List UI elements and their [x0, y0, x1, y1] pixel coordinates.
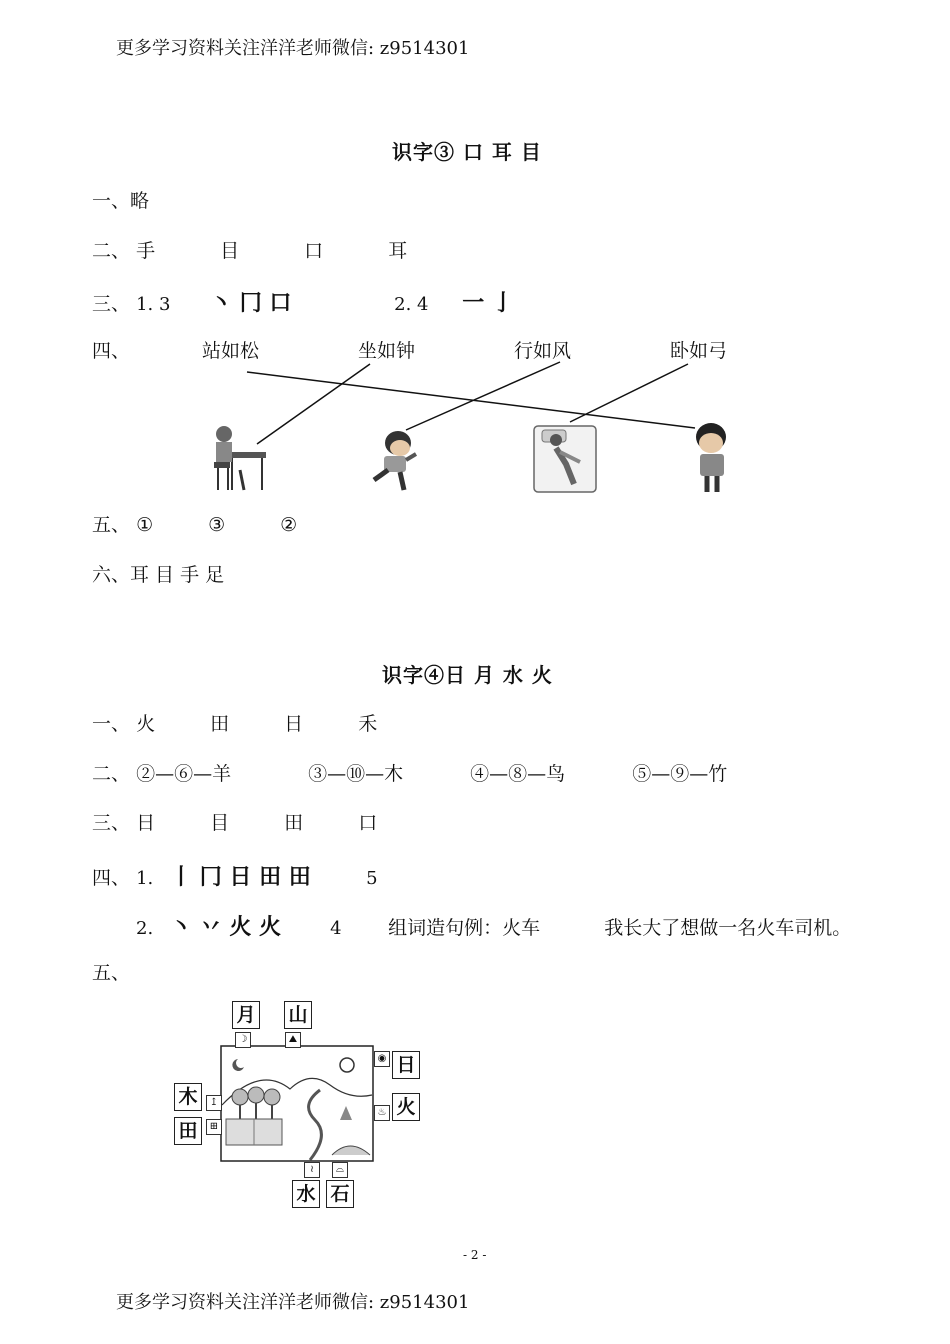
answer-text: 耳 目 手 足 — [130, 564, 225, 586]
q-label: 六、 — [92, 564, 131, 586]
answer-item: 目 — [210, 812, 230, 834]
page-number: - 2 - — [463, 1248, 487, 1262]
sitting-boy-picture — [214, 426, 266, 490]
answer-item: ⑤—⑨—竹 — [632, 763, 728, 785]
answer-item: 田 — [210, 713, 230, 735]
s4-q3 — [92, 808, 377, 835]
answer-item: 目 — [220, 240, 240, 262]
answer-item: ③—⑩—木 — [308, 763, 404, 785]
stroke-order: 一 亅 — [462, 291, 514, 316]
stone-pictograph-icon: ⌓ — [332, 1162, 348, 1178]
s4-q2 — [92, 759, 727, 786]
standing-boy-picture — [696, 423, 726, 492]
answer-item: 禾 — [358, 713, 378, 735]
moon-pictograph-icon: ☽ — [235, 1032, 251, 1048]
part2-number: 2. 4 — [394, 294, 429, 315]
section3-title: 识字③ 口 耳 目 — [392, 140, 542, 164]
example-word: 组词造句例：火车 — [388, 917, 541, 939]
s4-q4-part2 — [136, 910, 851, 941]
answer-item: 火 — [136, 713, 156, 735]
answer-item: 日 — [284, 713, 304, 735]
matching-illustration — [0, 0, 950, 520]
lying-boy-picture — [534, 426, 596, 492]
fire-pictograph-icon: ♨ — [374, 1105, 390, 1121]
char-box-fire: 火 — [392, 1093, 420, 1121]
answer-item: ②—⑥—羊 — [136, 763, 232, 785]
answer-text: 略 — [130, 190, 150, 212]
phrase: 卧如弓 — [670, 340, 728, 362]
field-pictograph-icon: ⊞ — [206, 1119, 222, 1135]
q-label: 三、 — [92, 293, 131, 315]
s3-q5 — [92, 510, 297, 537]
char-box-mountain: 山 — [284, 1001, 312, 1029]
char-box-water: 水 — [292, 1180, 320, 1208]
stroke-order: 丶 冂 口 — [210, 291, 292, 316]
pictograph-figure — [170, 995, 430, 1210]
q-label: 四、 — [92, 867, 131, 889]
s3-q4-label: 四、 — [92, 340, 131, 362]
char-box-moon: 月 — [232, 1001, 260, 1029]
phrase: 站如松 — [202, 340, 260, 362]
example-sentence: 我长大了想做一名火车司机。 — [604, 917, 852, 939]
stroke-count: 5 — [366, 868, 378, 889]
landscape-illustration — [220, 1045, 375, 1163]
q-label: 三、 — [92, 812, 131, 834]
s4-q1 — [92, 709, 377, 736]
q-label: 一、 — [92, 713, 131, 735]
q-label: 一、 — [92, 190, 131, 212]
sun-pictograph-icon: ◉ — [374, 1051, 390, 1067]
answer-item: ① — [136, 514, 154, 536]
answer-item: 口 — [304, 240, 324, 262]
s3-q6 — [92, 560, 224, 587]
running-boy-picture — [374, 431, 416, 490]
answer-item: 日 — [136, 812, 156, 834]
phrase: 坐如钟 — [358, 340, 416, 362]
header-watermark: 更多学习资料关注洋洋老师微信: z9514301 — [116, 38, 470, 59]
q-label: 五、 — [92, 514, 131, 536]
water-pictograph-icon: ≀ — [304, 1162, 320, 1178]
answer-item: 田 — [284, 812, 304, 834]
answer-item: ③ — [208, 514, 226, 536]
stroke-order: 丶 丷 火 火 — [170, 915, 282, 940]
char-box-stone: 石 — [326, 1180, 354, 1208]
part2-number: 2. — [136, 918, 154, 939]
char-box-tree: 木 — [174, 1083, 202, 1111]
phrase: 行如风 — [514, 340, 572, 362]
answer-item: ② — [280, 514, 298, 536]
s4-q5-label: 五、 — [92, 962, 131, 984]
answer-item: 耳 — [388, 240, 408, 262]
q-label: 二、 — [92, 763, 131, 785]
part1-number: 1. 3 — [136, 294, 171, 315]
answer-item: 口 — [358, 812, 378, 834]
part1-number: 1. — [136, 868, 154, 889]
char-box-field: 田 — [174, 1117, 202, 1145]
footer-watermark: 更多学习资料关注洋洋老师微信: z9514301 — [116, 1292, 470, 1313]
section4-title: 识字④日 月 水 火 — [382, 663, 553, 687]
char-box-sun: 日 — [392, 1051, 420, 1079]
s4-q4-part1 — [92, 860, 378, 891]
answer-item: 手 — [136, 240, 156, 262]
tree-pictograph-icon: ↥ — [206, 1095, 222, 1111]
stroke-order: 丨 冂 日 田 田 — [170, 865, 311, 890]
stroke-count: 4 — [330, 918, 342, 939]
q-label: 二、 — [92, 240, 131, 262]
answer-item: ④—⑧—鸟 — [470, 763, 566, 785]
mountain-pictograph-icon: ⛰ — [285, 1032, 301, 1048]
